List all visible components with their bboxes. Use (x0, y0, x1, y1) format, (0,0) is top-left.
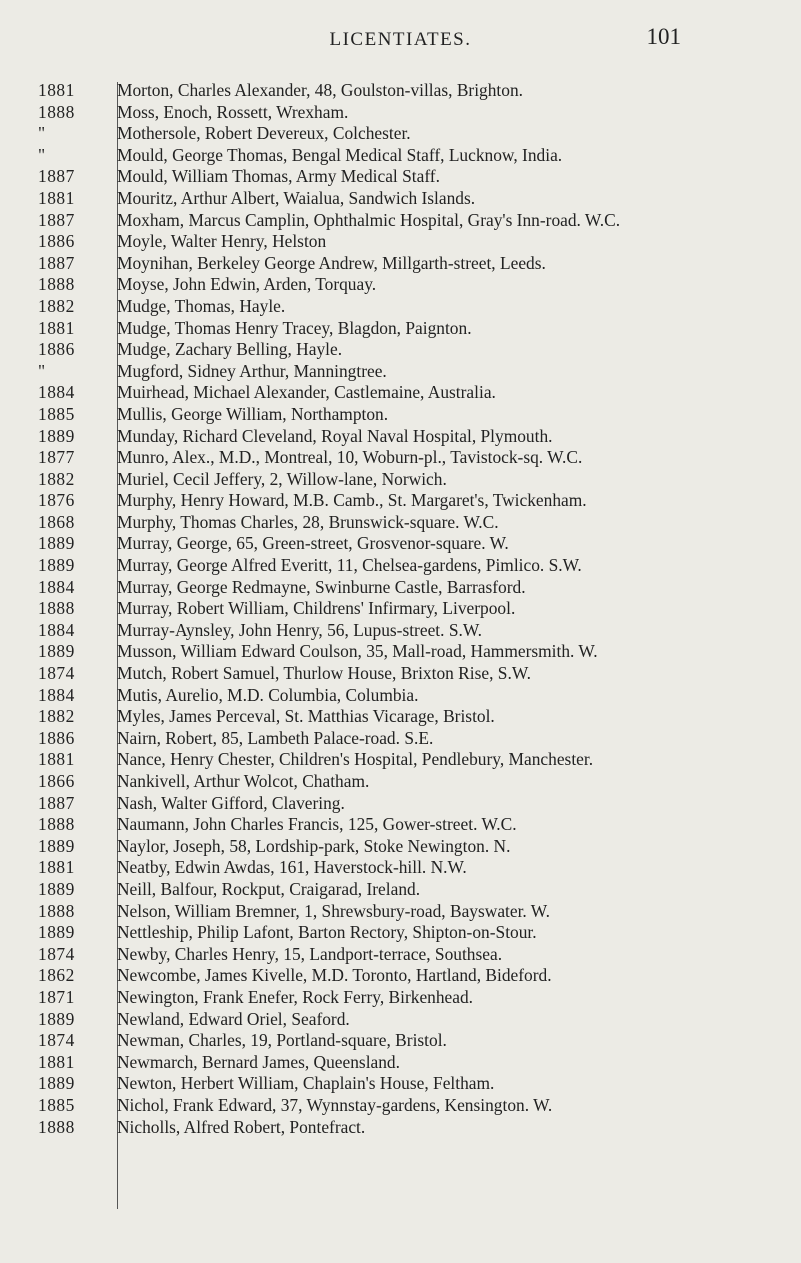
entry-year: 1881 (38, 1051, 75, 1072)
running-title: LICENTIATES. (329, 29, 472, 50)
entry-year: 1874 (38, 1030, 75, 1051)
entry-year: 1887 (38, 252, 75, 273)
entry-year: 1888 (38, 598, 75, 619)
entry-year: 1866 (38, 771, 75, 791)
licentiate-list (0, 80, 801, 1138)
list-item (0, 1073, 801, 1095)
entry-year: 1889 (38, 878, 75, 899)
list-item (0, 318, 801, 340)
entry-year: 1888 (38, 814, 75, 835)
entry-year: 1871 (38, 986, 75, 1007)
entry-year: " (38, 123, 46, 144)
entry-text: Nairn, Robert, 85, Lambeth Palace-road. S.E. (117, 727, 434, 748)
entry-text: Murray-Aynsley, John Henry, 56, Lupus-street. S.W. (117, 619, 482, 640)
entry-year: 1881 (38, 187, 75, 208)
list-item (0, 814, 801, 836)
entry-year: 1884 (38, 684, 75, 705)
entry-text: Naumann, John Charles Francis, 125, Gower-street. W.C. (117, 814, 517, 835)
entry-year: 1889 (38, 1073, 75, 1094)
entry-text: Nelson, William Bremner, 1, Shrewsbury-road, Bayswater. W. (117, 900, 550, 921)
list-item (0, 231, 801, 253)
entry-text: Mudge, Zachary Belling, Hayle. (117, 339, 343, 360)
list-item (0, 577, 801, 599)
list-item (0, 274, 801, 296)
entry-text: Mudge, Thomas, Hayle. (117, 295, 286, 316)
list-item (0, 145, 801, 167)
list-item (0, 123, 801, 145)
list-item (0, 555, 801, 577)
entry-year: " (38, 144, 46, 165)
entry-year: 1881 (38, 80, 75, 100)
list-item (0, 1009, 801, 1031)
entry-text: Neatby, Edwin Awdas, 161, Haverstock-hill. N.W. (117, 857, 467, 878)
entry-text: Nance, Henry Chester, Children's Hospital, Pendlebury, Manchester. (117, 749, 594, 770)
entry-year: 1881 (38, 317, 75, 338)
list-item (0, 1030, 801, 1052)
list-item (0, 382, 801, 404)
list-item (0, 663, 801, 685)
list-item (0, 620, 801, 642)
list-item (0, 253, 801, 275)
list-item (0, 533, 801, 555)
list-item (0, 361, 801, 383)
entry-year: 1884 (38, 576, 75, 597)
list-item (0, 339, 801, 361)
entry-year: 1888 (38, 900, 75, 921)
entry-text: Muriel, Cecil Jeffery, 2, Willow-lane, Norwich. (117, 468, 447, 489)
entry-year: 1882 (38, 706, 75, 727)
entry-text: Nicholls, Alfred Robert, Pontefract. (117, 1116, 366, 1137)
entry-text: Murray, George Redmayne, Swinburne Castle, Barrasford. (117, 576, 526, 597)
entry-text: Murray, George, 65, Green-street, Grosvenor-square. W. (117, 533, 509, 554)
list-item (0, 728, 801, 750)
list-item (0, 426, 801, 448)
entry-text: Newmarch, Bernard James, Queensland. (117, 1051, 400, 1072)
entry-year: 1887 (38, 209, 75, 230)
entry-text: Mould, George Thomas, Bengal Medical Staff, Lucknow, India. (117, 144, 563, 165)
entry-text: Newby, Charles Henry, 15, Landport-terrace, Southsea. (117, 943, 503, 964)
entry-text: Mould, William Thomas, Army Medical Staff. (117, 166, 440, 187)
entry-text: Mutis, Aurelio, M.D. Columbia, Columbia. (117, 684, 419, 705)
list-item (0, 166, 801, 188)
list-item (0, 1095, 801, 1117)
entry-text: Munro, Alex., M.D., Montreal, 10, Woburn-pl., Tavistock-sq. W.C. (117, 447, 583, 468)
entry-text: Newington, Frank Enefer, Rock Ferry, Birkenhead. (117, 986, 474, 1007)
list-item (0, 490, 801, 512)
entry-text: Moxham, Marcus Camplin, Ophthalmic Hospital, Gray's Inn-road. W.C. (117, 209, 621, 230)
list-item (0, 857, 801, 879)
entry-year: 1874 (38, 663, 75, 684)
entry-text: Murray, Robert William, Childrens' Infirmary, Liverpool. (117, 598, 516, 619)
entry-year: 1885 (38, 1094, 75, 1115)
entry-year: 1886 (38, 339, 75, 360)
list-item (0, 901, 801, 923)
entry-text: Newland, Edward Oriel, Seaford. (117, 1008, 350, 1029)
entry-year: 1884 (38, 382, 75, 403)
list-item (0, 188, 801, 210)
entry-year: 1889 (38, 555, 75, 576)
entry-text: Musson, William Edward Coulson, 35, Mall-road, Hammersmith. W. (117, 641, 598, 662)
list-item (0, 210, 801, 232)
list-item (0, 404, 801, 426)
entry-text: Nettleship, Philip Lafont, Barton Rectory, Shipton-on-Stour. (117, 922, 537, 943)
entry-year: 1889 (38, 835, 75, 856)
entry-text: Mouritz, Arthur Albert, Waialua, Sandwich Islands. (117, 187, 476, 208)
entry-year: 1881 (38, 857, 75, 878)
entry-year: 1876 (38, 490, 75, 511)
list-item (0, 1052, 801, 1074)
page-header (0, 24, 801, 54)
entry-year: 1889 (38, 922, 75, 943)
entry-text: Moynihan, Berkeley George Andrew, Millgarth-street, Leeds. (117, 252, 546, 273)
entry-text: Mugford, Sidney Arthur, Manningtree. (117, 360, 387, 381)
entry-text: Murphy, Thomas Charles, 28, Brunswick-square. W.C. (117, 511, 499, 532)
entry-year: 1888 (38, 274, 75, 295)
entry-year: 1885 (38, 403, 75, 424)
list-item (0, 793, 801, 815)
entry-text: Murray, George Alfred Everitt, 11, Chelsea-gardens, Pimlico. S.W. (117, 555, 582, 576)
entry-year: 1887 (38, 166, 75, 187)
entry-year: 1874 (38, 943, 75, 964)
entry-text: Mutch, Robert Samuel, Thurlow House, Brixton Rise, S.W. (117, 663, 531, 684)
entry-text: Muirhead, Michael Alexander, Castlemaine, Australia. (117, 382, 496, 403)
entry-text: Newton, Herbert William, Chaplain's House, Feltham. (117, 1073, 495, 1094)
entry-year: " (38, 360, 46, 381)
entry-year: 1882 (38, 468, 75, 489)
entry-text: Naylor, Joseph, 58, Lordship-park, Stoke Newington. N. (117, 835, 511, 856)
list-item (0, 706, 801, 728)
list-item (0, 296, 801, 318)
list-item (0, 879, 801, 901)
entry-year: 1888 (38, 1116, 75, 1137)
list-item (0, 987, 801, 1009)
entry-text: Mudge, Thomas Henry Tracey, Blagdon, Paignton. (117, 317, 472, 338)
list-item (0, 922, 801, 944)
entry-year: 1889 (38, 425, 75, 446)
entry-text: Myles, James Perceval, St. Matthias Vicarage, Bristol. (117, 706, 495, 727)
list-item (0, 447, 801, 469)
entry-year: 1877 (38, 447, 75, 468)
entry-text: Moyse, John Edwin, Arden, Torquay. (117, 274, 377, 295)
entry-text: Neill, Balfour, Rockput, Craigarad, Ireland. (117, 878, 421, 899)
list-item (0, 944, 801, 966)
entry-text: Nash, Walter Gifford, Clavering. (117, 792, 345, 813)
list-item (0, 965, 801, 987)
entry-text: Newcombe, James Kivelle, M.D. Toronto, Hartland, Bideford. (117, 965, 552, 986)
entry-text: Nichol, Frank Edward, 37, Wynnstay-gardens, Kensington. W. (117, 1094, 553, 1115)
entry-text: Mothersole, Robert Devereux, Colchester. (117, 123, 411, 144)
entry-text: Morton, Charles Alexander, 48, Goulston-villas, Brighton. (117, 80, 524, 100)
list-item (0, 1117, 801, 1139)
list-item (0, 641, 801, 663)
list-item (0, 102, 801, 124)
entry-text: Newman, Charles, 19, Portland-square, Bristol. (117, 1030, 447, 1051)
entry-year: 1886 (38, 231, 75, 252)
entry-year: 1888 (38, 101, 75, 122)
entry-year: 1887 (38, 792, 75, 813)
entry-year: 1889 (38, 1008, 75, 1029)
entry-year: 1884 (38, 619, 75, 640)
entry-text: Mullis, George William, Northampton. (117, 403, 389, 424)
entry-text: Moss, Enoch, Rossett, Wrexham. (117, 101, 349, 122)
list-item (0, 512, 801, 534)
entry-year: 1881 (38, 749, 75, 770)
entry-text: Munday, Richard Cleveland, Royal Naval Hospital, Plymouth. (117, 425, 553, 446)
list-item (0, 80, 801, 102)
entry-text: Murphy, Henry Howard, M.B. Camb., St. Margaret's, Twickenham. (117, 490, 587, 511)
entry-text: Nankivell, Arthur Wolcot, Chatham. (117, 771, 370, 791)
entry-year: 1882 (38, 295, 75, 316)
entry-year: 1889 (38, 641, 75, 662)
list-item (0, 771, 801, 793)
list-item (0, 685, 801, 707)
page-number: 101 (646, 24, 681, 49)
entry-year: 1889 (38, 533, 75, 554)
entry-year: 1862 (38, 965, 75, 986)
entry-year: 1868 (38, 511, 75, 532)
list-item (0, 469, 801, 491)
entry-year: 1886 (38, 727, 75, 748)
list-item (0, 598, 801, 620)
list-item (0, 836, 801, 858)
list-item (0, 749, 801, 771)
entry-text: Moyle, Walter Henry, Helston (117, 231, 327, 252)
